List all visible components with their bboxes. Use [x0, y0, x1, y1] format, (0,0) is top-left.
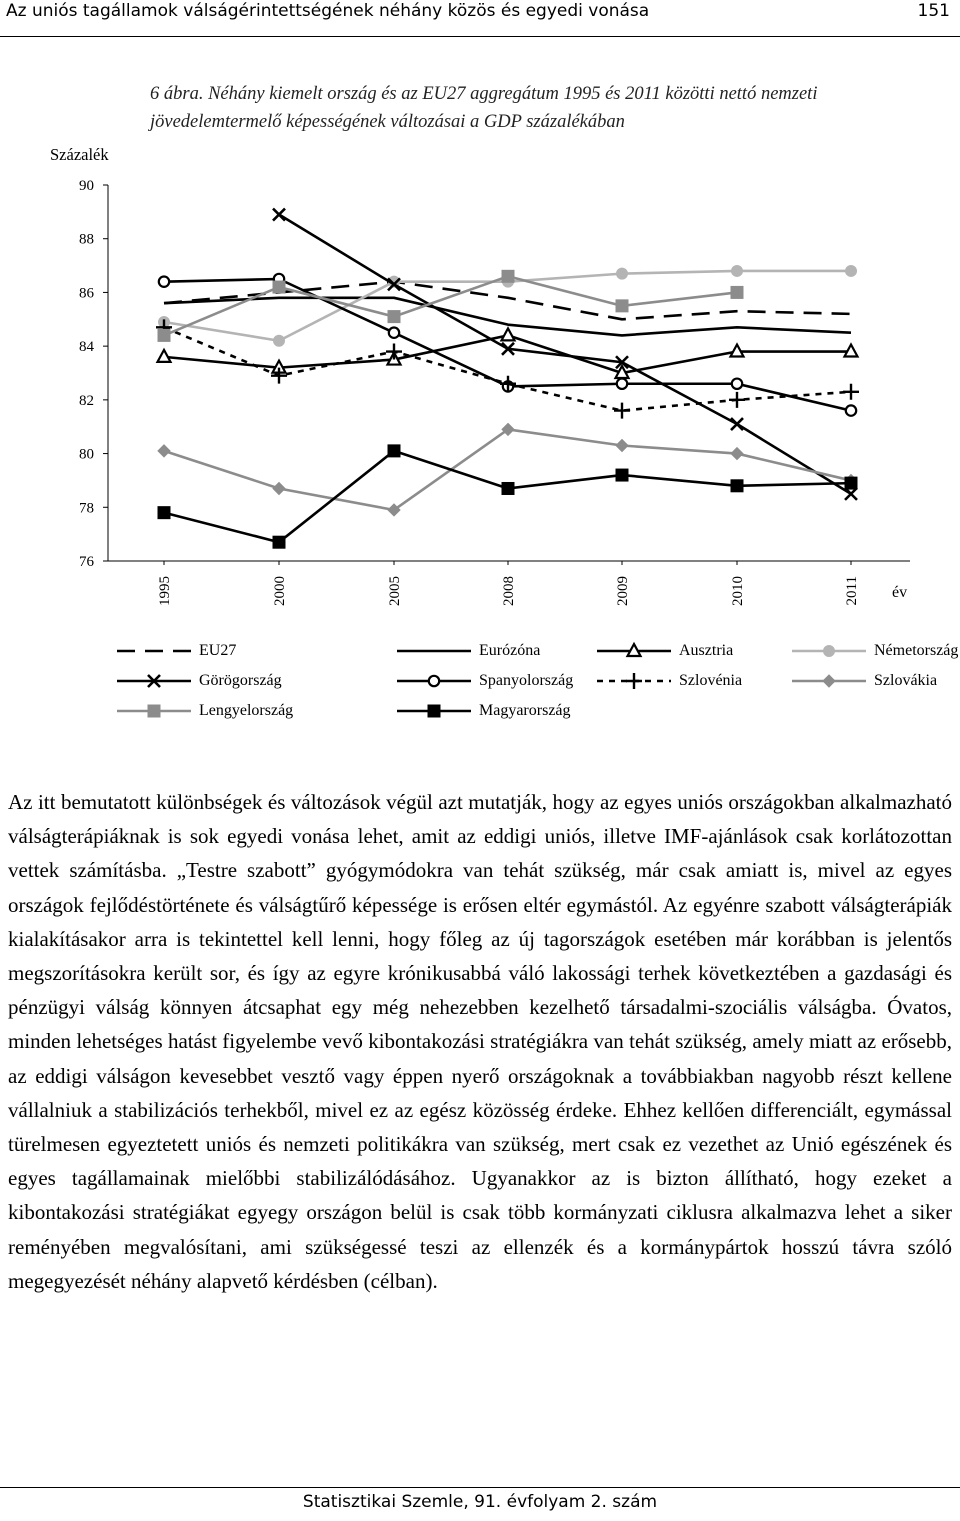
body-paragraph: Az itt bemutatott különbségek és változások végül azt mutatják, hogy az egyes uniós országokban alkalmazható válságterápiáknak is sok egyedi vonása lehet, amit az eddigi uniós, illetve IMF-ajánlások csak korlátozottan vettek számításba. „Testre szabott” gyógymódokra van tehát szükség, már csak amiatt is, mivel az egyes országok fejlődéstörténete és válságtűrő képessége is erősen eltér egymástól. Az egyénre szabott válságterápiák kialakításakor arra is tekintettel kell lenni, hogy főleg az új tagországok esetében már korábban is jelentős megszorításokra került sor, és így az egyre krónikusabbá váló lakossági terhek következtében a gazdasági és pénzügyi válság könnyen átcsaphat egy még nehezebben kezelhető társadalmi-szociális válságba. Óvatos, minden lehetséges hatást figyelembe vevő kibontakozási stratégiákra van tehát szükség, amely miatt az erősebb, az eddigi válságon kevesebbet vesztő vagy éppen nyerő országoknak a továbbiakban nagyobb részt kellene vállalniuk a stabilizációs terhekből, mivel ez az egész közösség érdeke. Ehhez kellően differenciált, egymással türelmesen egyeztetett uniós és nemzeti politikákra van szükség, mert csak ez vezethet az Unió egészének és egyes tagállamainak mielőbbi stabilizálódásához. Ugyanakkor az is bizton állítható, hogy ezeket a kibontakozási stratégiákat egyegy országon belül is csak több kormányzati ciklusra alkalmazva lehet a siker reményében megvalósítani, ami szükségessé teszi az ellenzék és a kormánypártok hosszú távra szóló megegyezését néhány alapvető kérdésben (célban). — [8, 790, 952, 1293]
series-line-szlovakia — [164, 429, 851, 510]
legend-swatch-magyarorszag — [395, 701, 473, 721]
legend-marker-magyarorszag — [428, 705, 440, 717]
running-header — [0, 0, 960, 37]
y-tick-label: 88 — [79, 231, 94, 248]
chart-legend — [115, 640, 959, 730]
legend-swatch-spanyolorszag — [395, 671, 473, 691]
legend-marker-spanyolorszag — [429, 676, 439, 686]
legend-swatch-szlovenia — [595, 671, 673, 691]
data-point-magyarorszag — [616, 469, 628, 481]
data-point-nemetorszag — [274, 335, 285, 346]
legend-label-ausztria: Ausztria — [679, 642, 734, 659]
series-szlovakia — [158, 423, 857, 516]
x-tick-label: 2010 — [730, 576, 746, 606]
legend-item-spanyolorszag — [395, 670, 573, 692]
legend-swatch-ausztria — [595, 641, 673, 661]
data-point-gorogorszag — [731, 418, 743, 430]
legend-item-eurozona — [395, 640, 540, 662]
legend-item-magyarorszag — [395, 700, 571, 722]
legend-label-eurozona: Eurózóna — [479, 642, 541, 659]
y-tick-label: 90 — [79, 178, 94, 194]
series-magyarorszag — [158, 445, 857, 548]
data-point-magyarorszag — [731, 480, 743, 492]
legend-label-magyarorszag: Magyarország — [479, 702, 571, 719]
legend-item-ausztria — [595, 640, 733, 662]
y-tick-label: 76 — [79, 554, 94, 570]
legend-item-szlovakia — [790, 670, 937, 692]
line-chart — [0, 160, 960, 620]
data-point-lengyelorszag — [616, 300, 628, 312]
data-point-magyarorszag — [158, 507, 170, 519]
y-tick-label: 84 — [79, 339, 94, 356]
data-point-szlovenia — [614, 403, 630, 419]
data-point-nemetorszag — [846, 265, 857, 276]
legend-label-szlovakia: Szlovákia — [874, 672, 938, 689]
series-line-magyarorszag — [164, 451, 851, 542]
legend-label-nemetorszag: Németország — [874, 642, 959, 659]
legend-swatch-lengyelorszag — [115, 701, 193, 721]
legend-marker-szlovakia — [823, 675, 835, 687]
data-point-magyarorszag — [388, 445, 400, 457]
data-point-gorogorszag — [845, 488, 857, 500]
y-tick-label: 86 — [79, 285, 94, 302]
legend-label-lengyelorszag: Lengyelország — [199, 702, 294, 719]
data-point-szlovenia — [843, 384, 859, 400]
data-point-magyarorszag — [502, 482, 514, 494]
data-point-ausztria — [502, 328, 515, 340]
running-header-title: Az uniós tagállamok válságérintettségének néhány közös és egyedi vonása — [6, 1, 650, 21]
data-point-lengyelorszag — [158, 329, 170, 341]
data-point-lengyelorszag — [502, 270, 514, 282]
x-tick-label: 2000 — [272, 576, 288, 606]
legend-swatch-gorogorszag — [115, 671, 193, 691]
legend-marker-szlovenia — [626, 673, 642, 689]
x-tick-label: 2008 — [501, 576, 517, 606]
legend-label-spanyolorszag: Spanyolország — [479, 672, 574, 689]
series-ausztria — [158, 328, 858, 378]
data-point-spanyolorszag — [159, 276, 169, 286]
page-number: 151 — [917, 1, 950, 21]
data-point-lengyelorszag — [731, 286, 743, 298]
data-point-lengyelorszag — [273, 281, 285, 293]
x-tick-label: 1995 — [157, 576, 173, 606]
legend-marker-lengyelorszag — [148, 705, 160, 717]
data-point-szlovakia — [158, 445, 170, 457]
data-point-nemetorszag — [732, 265, 743, 276]
legend-item-szlovenia — [595, 670, 742, 692]
x-tick-label: 2005 — [387, 576, 403, 606]
data-point-szlovenia — [500, 376, 516, 392]
y-tick-label: 82 — [79, 392, 94, 409]
y-tick-label: 78 — [79, 500, 94, 517]
x-tick-label: 2009 — [615, 576, 631, 606]
data-point-magyarorszag — [845, 477, 857, 489]
x-axis-label: év — [892, 584, 908, 601]
legend-item-lengyelorszag — [115, 700, 293, 722]
data-point-spanyolorszag — [732, 379, 742, 389]
data-point-szlovakia — [616, 440, 628, 452]
legend-swatch-szlovakia — [790, 671, 868, 691]
data-point-ausztria — [158, 350, 171, 362]
data-point-szlovakia — [731, 448, 743, 460]
legend-label-szlovenia: Szlovénia — [679, 672, 743, 689]
data-point-nemetorszag — [617, 268, 628, 279]
data-point-szlovenia — [729, 392, 745, 408]
data-point-magyarorszag — [273, 536, 285, 548]
data-point-spanyolorszag — [846, 405, 856, 415]
legend-swatch-nemetorszag — [790, 641, 868, 661]
legend-item-eu27 — [115, 640, 236, 662]
legend-marker-nemetorszag — [824, 646, 835, 657]
series-line-lengyelorszag — [164, 276, 737, 335]
data-point-spanyolorszag — [389, 328, 399, 338]
legend-swatch-eu27 — [115, 641, 193, 661]
legend-label-eu27: EU27 — [199, 642, 237, 659]
data-point-lengyelorszag — [388, 311, 400, 323]
legend-label-gorogorszag: Görögország — [199, 672, 282, 689]
running-footer: Statisztikai Szemle, 91. évfolyam 2. szám — [302, 1492, 658, 1512]
y-axis-label: Százalék — [50, 145, 109, 164]
data-point-szlovakia — [273, 482, 285, 494]
legend-swatch-eurozona — [395, 641, 473, 661]
figure-title: 6 ábra. Néhány kiemelt ország és az EU27 aggregátum 1995 és 2011 közötti nettó nemzeti jövedelemtermelő képességének változásai a GDP százalékában — [150, 84, 818, 132]
footer-rule — [0, 1487, 960, 1488]
legend-item-gorogorszag — [115, 670, 282, 692]
data-point-gorogorszag — [273, 209, 285, 221]
x-tick-label: 2011 — [844, 576, 860, 606]
legend-item-nemetorszag — [790, 640, 958, 662]
data-point-spanyolorszag — [617, 379, 627, 389]
y-tick-label: 80 — [79, 446, 94, 463]
